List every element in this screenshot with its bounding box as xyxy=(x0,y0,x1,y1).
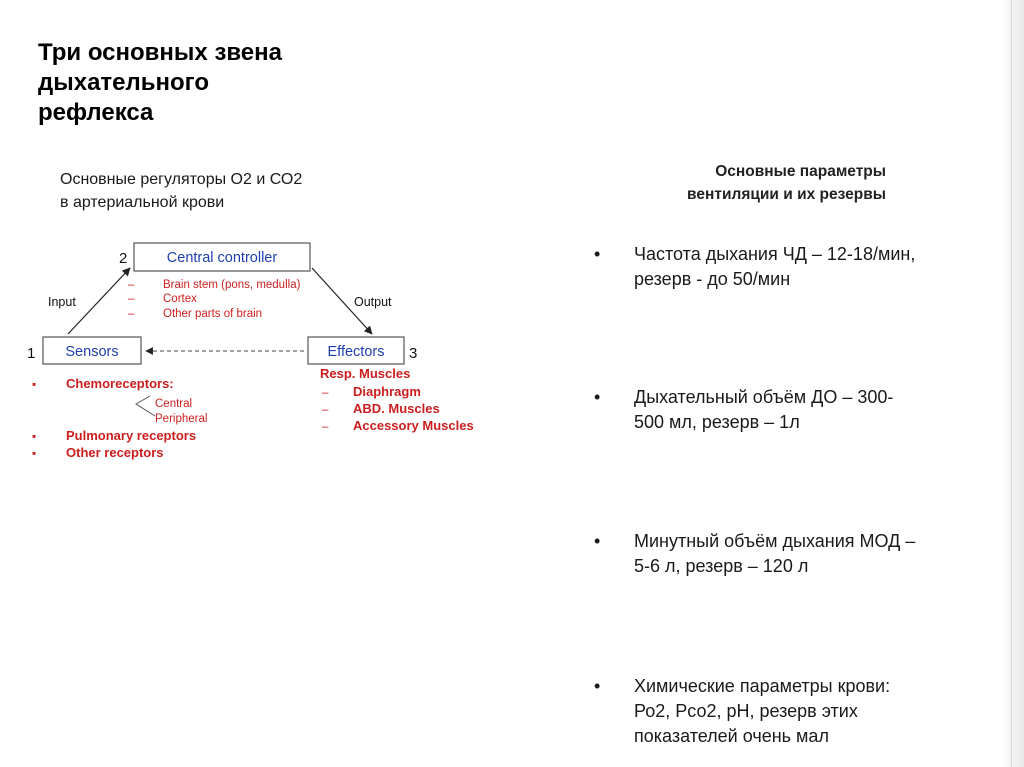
chemo-branch-lines xyxy=(136,396,155,416)
title-line-3: рефлекса xyxy=(38,99,154,126)
output-label: Output xyxy=(354,295,392,309)
left-subtitle-line-2: в артериальной крови xyxy=(60,194,225,211)
chemo-peripheral: Peripheral xyxy=(155,413,208,425)
bullet-marker: ▪ xyxy=(32,448,37,460)
central-item-cortex: Cortex xyxy=(163,293,197,305)
bullet-icon: • xyxy=(594,244,601,264)
bullet-line: Химические параметры крови: xyxy=(634,676,891,696)
central-item-brainstem: Brain stem (pons, medulla) xyxy=(163,279,301,291)
bullet-line: 500 мл, резерв – 1л xyxy=(634,412,800,432)
dash-marker: – xyxy=(128,279,135,291)
chemoreceptors-label: Chemoreceptors: xyxy=(66,376,174,391)
effector-item-accessory: Accessory Muscles xyxy=(353,418,474,433)
sensor-item-other: Other receptors xyxy=(66,445,164,460)
sensor-item-pulmonary: Pulmonary receptors xyxy=(66,428,197,443)
effectors-number: 3 xyxy=(409,345,418,362)
dash-marker: – xyxy=(128,293,135,305)
effectors-header: Resp. Muscles xyxy=(320,366,411,381)
bullet-line: Минутный объём дыхания МОД – xyxy=(634,531,916,551)
dash-marker: – xyxy=(322,421,329,433)
right-subtitle-line-2: вентиляции и их резервы xyxy=(687,186,886,203)
bullet-line: Частота дыхания ЧД – 12-18/мин, xyxy=(634,244,916,264)
dash-marker: – xyxy=(128,308,135,320)
title-line-2: дыхательного xyxy=(38,69,210,96)
central-item-other: Other parts of brain xyxy=(163,308,263,320)
dash-marker: – xyxy=(322,387,329,399)
bullet-line: резерв - до 50/мин xyxy=(634,269,791,289)
bullet-marker: ▪ xyxy=(32,379,37,391)
bullet-line: Ро2, Рсо2, рН, резерв этих xyxy=(634,701,858,721)
right-subtitle-line-1: Основные параметры xyxy=(715,163,886,180)
effectors-label: Effectors xyxy=(327,344,385,360)
input-label: Input xyxy=(48,295,76,309)
chemo-central: Central xyxy=(155,398,193,410)
bullet-line: Дыхательный объём ДО – 300- xyxy=(634,387,894,407)
effector-item-abd: ABD. Muscles xyxy=(353,401,440,416)
input-arrow xyxy=(68,268,130,334)
bullet-line: показателей очень мал xyxy=(634,726,829,746)
sensors-number: 1 xyxy=(27,345,36,362)
bullet-icon: • xyxy=(594,531,601,551)
bullet-line: 5-6 л, резерв – 120 л xyxy=(634,556,809,576)
bullet-icon: • xyxy=(594,676,601,696)
dash-marker: – xyxy=(322,404,329,416)
bullet-marker: ▪ xyxy=(32,431,37,443)
central-controller-label: Central controller xyxy=(166,250,278,266)
central-number: 2 xyxy=(119,250,128,267)
sensors-label: Sensors xyxy=(65,344,119,360)
bullet-icon: • xyxy=(594,387,601,407)
title-line-1: Три основных звена xyxy=(38,39,282,66)
effector-item-diaphragm: Diaphragm xyxy=(353,384,421,399)
left-subtitle-line-1: Основные регуляторы О2 и СО2 xyxy=(60,171,303,188)
